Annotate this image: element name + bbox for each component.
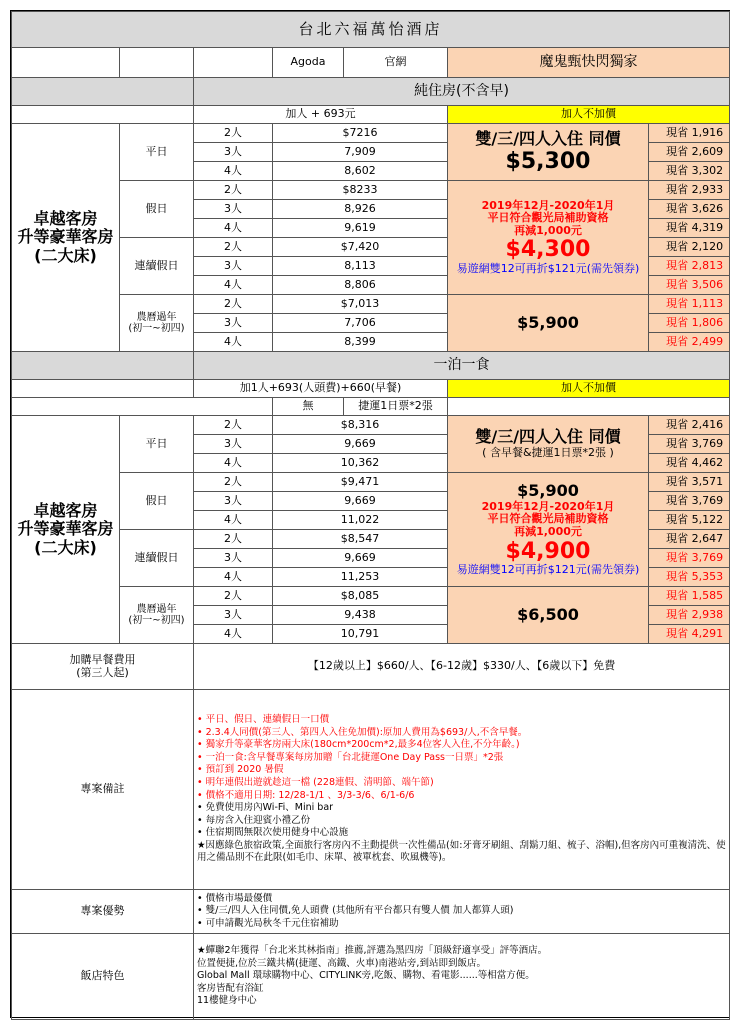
- people-count: 2人: [194, 530, 273, 549]
- saving-cell: 現省 5,122: [649, 511, 730, 530]
- period-name: 假日: [120, 473, 194, 530]
- people-count: 3人: [194, 549, 273, 568]
- note-line: • 免費使用房內Wi-Fi、Mini bar: [197, 802, 334, 814]
- column-header-row: [12, 48, 730, 78]
- price-cell: 8,113: [273, 257, 448, 276]
- notes-row: [12, 690, 730, 890]
- breakfast-text: 【12歲以上】$660/人、【6-12歲】$330/人、【6歲以下】免費: [194, 644, 730, 690]
- coupon-note: 易遊網雙12可再折$121元(需先領券): [456, 261, 640, 275]
- subsidy-line: 平日符合觀光局補助資格: [487, 512, 609, 526]
- price-cell: $8,085: [273, 587, 448, 606]
- saving-cell: 現省 3,769: [649, 549, 730, 568]
- saving-cell: 現省 1,585: [649, 587, 730, 606]
- people-count: 4人: [194, 511, 273, 530]
- price-cell: $8,316: [273, 416, 448, 435]
- feature-line: Global Mall 環球購物中心、CITYLINK旁,吃飯、購物、看電影......等相當方便。: [197, 970, 535, 982]
- subsidy-line: 再減1,000元: [514, 223, 582, 237]
- deal-subsidy: [448, 181, 649, 295]
- deal-price-subsidy: $4,900: [505, 538, 591, 564]
- deal-new-year: [448, 587, 649, 644]
- saving-cell: 現省 2,813: [649, 257, 730, 276]
- saving-cell: 現省 2,609: [649, 143, 730, 162]
- deal-new-year: [448, 295, 649, 352]
- breakfast-label-line: (第三人起): [76, 665, 129, 679]
- section1-title: 純住房(不含早): [194, 78, 730, 106]
- period-name-line: 農曆過年: [136, 311, 177, 323]
- people-count: 2人: [194, 124, 273, 143]
- notes-label: 專案備註: [12, 690, 194, 890]
- blank-cell: [120, 48, 194, 78]
- subsidy-line: 2019年12月-2020年1月: [481, 499, 615, 513]
- period-name: 平日: [120, 416, 194, 473]
- saving-cell: 現省 3,769: [649, 492, 730, 511]
- people-count: 3人: [194, 143, 273, 162]
- section1-extra-note: 加人 + 693元: [194, 106, 448, 124]
- table-row: [12, 587, 730, 606]
- section2-no-extra: 加人不加價: [448, 380, 730, 398]
- people-count: 2人: [194, 587, 273, 606]
- price-cell: 9,438: [273, 606, 448, 625]
- deal-weekday: [448, 124, 649, 181]
- people-count: 3人: [194, 314, 273, 333]
- official-ticket: 捷運1日票*2張: [344, 398, 448, 416]
- notes-list: [194, 690, 730, 890]
- saving-cell: 現省 2,933: [649, 181, 730, 200]
- blank-cell: [12, 106, 194, 124]
- breakfast-label-line: 加購早餐費用: [69, 652, 136, 666]
- section-title-row: [12, 352, 730, 380]
- coupon-note: 易遊網雙12可再折$121元(需先領券): [456, 562, 640, 576]
- saving-cell: 現省 3,506: [649, 276, 730, 295]
- blank-cell: [194, 48, 273, 78]
- note-line: • 2.3.4人同價(第三人、第四人入住免加價):原加人費用為$693/人,不含早餐。: [197, 726, 528, 738]
- people-count: 3人: [194, 257, 273, 276]
- room-name: [12, 416, 120, 644]
- price-cell: 10,791: [273, 625, 448, 644]
- people-count: 4人: [194, 625, 273, 644]
- table-row: [12, 416, 730, 435]
- saving-cell: 現省 4,462: [649, 454, 730, 473]
- feature-line: ★蟬聯2年獲得「台北米其林指南」推薦,評選為黑四房「頂級舒適享受」評等酒店。: [197, 945, 548, 957]
- people-count: 4人: [194, 162, 273, 181]
- period-name: 連續假日: [120, 238, 194, 295]
- deal-weekday: [448, 416, 649, 473]
- saving-cell: 現省 3,302: [649, 162, 730, 181]
- deal-price-subsidy: $4,300: [505, 237, 591, 263]
- blank-cell: [12, 78, 194, 106]
- people-count: 4人: [194, 276, 273, 295]
- period-name: 連續假日: [120, 530, 194, 587]
- price-cell: $7,420: [273, 238, 448, 257]
- period-name: [120, 295, 194, 352]
- saving-cell: 現省 4,319: [649, 219, 730, 238]
- room-name-line: 升等豪華客房: [17, 519, 114, 539]
- price-cell: 11,253: [273, 568, 448, 587]
- saving-cell: 現省 3,769: [649, 435, 730, 454]
- section-title-row: [12, 78, 730, 106]
- period-name-line: 農曆過年: [136, 603, 177, 615]
- advantage-line: • 價格市場最優價: [197, 892, 273, 904]
- people-count: 4人: [194, 333, 273, 352]
- blank-cell: [12, 352, 194, 380]
- advantage-line: • 雙/三/四人入住同價,免人頭費 (其他所有平台都只有雙人價 加人都算人頭): [197, 905, 514, 917]
- people-count: 2人: [194, 181, 273, 200]
- deal-line: 雙/三/四人入住 同價: [475, 427, 621, 447]
- features-row: [12, 934, 730, 1020]
- section2-extra-note: 加1人+693(人頭費)+660(早餐): [194, 380, 448, 398]
- price-cell: 9,669: [273, 435, 448, 454]
- note-line: • 平日、假日、連續假日一口價: [197, 714, 330, 726]
- saving-cell: 現省 2,499: [649, 333, 730, 352]
- price-cell: $9,471: [273, 473, 448, 492]
- subsidy-line: 平日符合觀光局補助資格: [487, 211, 609, 225]
- price-sheet: [10, 10, 730, 1018]
- note-line: • 獨家升等豪華客房兩大床(180cm*200cm*2,最多4位客人入住,不分年齡。): [197, 739, 520, 751]
- page-title: 台北六福萬怡酒店: [12, 12, 730, 48]
- price-cell: 7,909: [273, 143, 448, 162]
- period-name-line: (初一~初四): [128, 323, 185, 334]
- people-count: 3人: [194, 492, 273, 511]
- people-count: 3人: [194, 435, 273, 454]
- advantage-line: • 可申請觀光局秋冬千元住宿補助: [197, 917, 339, 929]
- extra-person-row: [12, 380, 730, 398]
- price-cell: $7216: [273, 124, 448, 143]
- saving-cell: 現省 1,806: [649, 314, 730, 333]
- deal-line: ( 含早餐&捷運1日票*2張 ): [482, 445, 614, 459]
- note-line: • 一泊一食:含早餐專案每房加贈「台北捷運One Day Pass一日票」*2張: [197, 751, 504, 763]
- deal-line: 雙/三/四人入住 同價: [475, 129, 621, 149]
- saving-cell: 現省 4,291: [649, 625, 730, 644]
- advantages-row: [12, 890, 730, 934]
- saving-cell: 現省 1,113: [649, 295, 730, 314]
- price-cell: 7,706: [273, 314, 448, 333]
- deal-price: $5,900: [517, 312, 579, 332]
- price-table: [11, 11, 730, 1020]
- section1-no-extra: 加人不加價: [448, 106, 730, 124]
- deal-price: $5,900: [517, 481, 579, 501]
- agoda-none: 無: [273, 398, 344, 416]
- price-cell: 11,022: [273, 511, 448, 530]
- price-cell: $8,547: [273, 530, 448, 549]
- price-cell: 9,669: [273, 492, 448, 511]
- price-cell: 9,669: [273, 549, 448, 568]
- breakfast-row: [12, 644, 730, 690]
- people-count: 3人: [194, 200, 273, 219]
- people-count: 2人: [194, 473, 273, 492]
- table-row: [12, 295, 730, 314]
- title-row: [12, 12, 730, 48]
- saving-cell: 現省 3,626: [649, 200, 730, 219]
- section2-title: 一泊一食: [194, 352, 730, 380]
- table-row: [12, 181, 730, 200]
- people-count: 2人: [194, 416, 273, 435]
- header-official: 官網: [344, 48, 448, 78]
- price-cell: $8233: [273, 181, 448, 200]
- note-line: • 明年連假出遊就趁這一檔 (228連假、清明節、端午節): [197, 776, 434, 788]
- saving-cell: 現省 2,938: [649, 606, 730, 625]
- saving-cell: 現省 2,120: [649, 238, 730, 257]
- people-count: 2人: [194, 238, 273, 257]
- feature-line: 位置便捷,位於三鐵共構(捷運、高鐵、火車)南港站旁,到站即到飯店。: [197, 957, 486, 969]
- advantages-label: 專案優勢: [12, 890, 194, 934]
- price-cell: 8,602: [273, 162, 448, 181]
- deal-price: $5,300: [505, 148, 591, 174]
- note-line: • 每房含入住迎賓小禮乙份: [197, 814, 311, 826]
- room-name: [12, 124, 120, 352]
- deal-subsidy: [448, 473, 649, 587]
- period-name: 平日: [120, 124, 194, 181]
- subsidy-line: 再減1,000元: [514, 525, 582, 539]
- period-name-line: (初一~初四): [128, 615, 185, 626]
- note-line: • 住宿期間無限次使用健身中心設施: [197, 827, 349, 839]
- price-cell: $7,013: [273, 295, 448, 314]
- blank-cell: [12, 48, 120, 78]
- saving-cell: 現省 3,571: [649, 473, 730, 492]
- extra-person-row: [12, 106, 730, 124]
- room-name-line: (二大床): [34, 537, 97, 557]
- ticket-row: [12, 398, 730, 416]
- blank-cell: [12, 398, 273, 416]
- header-exclusive: 魔鬼甄快閃獨家: [448, 48, 730, 78]
- price-cell: 8,399: [273, 333, 448, 352]
- saving-cell: 現省 1,916: [649, 124, 730, 143]
- room-name-line: 升等豪華客房: [17, 227, 114, 247]
- deal-price: $6,500: [517, 604, 579, 624]
- people-count: 4人: [194, 219, 273, 238]
- feature-line: 客房皆配有浴缸: [197, 982, 264, 994]
- price-cell: 8,806: [273, 276, 448, 295]
- note-line: • 預訂到 2020 暑假: [197, 764, 284, 776]
- people-count: 3人: [194, 606, 273, 625]
- features-label: 飯店特色: [12, 934, 194, 1020]
- breakfast-label: [12, 644, 194, 690]
- people-count: 2人: [194, 295, 273, 314]
- period-name: 假日: [120, 181, 194, 238]
- price-cell: 8,926: [273, 200, 448, 219]
- table-row: [12, 124, 730, 143]
- header-agoda: Agoda: [273, 48, 344, 78]
- note-line: • 價格不適用日期: 12/28-1/1 、3/3-3/6、6/1-6/6: [197, 789, 415, 801]
- price-cell: 10,362: [273, 454, 448, 473]
- advantages-list: [194, 890, 730, 934]
- people-count: 4人: [194, 454, 273, 473]
- saving-cell: 現省 5,353: [649, 568, 730, 587]
- feature-line: 11樓健身中心: [197, 995, 257, 1007]
- note-line: ★因應綠色旅宿政策,全面旅行客房內不主動提供一次性備品(如:牙膏牙刷組、刮鬍刀組、梳子、浴帽),但客房內可重複清洗、使用之備品則不在此限(如毛巾、床單、被單枕套、吹風機等)。: [197, 839, 726, 864]
- room-name-line: 卓越客房: [33, 208, 98, 228]
- period-name: [120, 587, 194, 644]
- blank-cell: [448, 398, 730, 416]
- subsidy-line: 2019年12月-2020年1月: [481, 198, 615, 212]
- saving-cell: 現省 2,416: [649, 416, 730, 435]
- features-list: [194, 934, 730, 1020]
- saving-cell: 現省 2,647: [649, 530, 730, 549]
- people-count: 4人: [194, 568, 273, 587]
- table-row: [12, 473, 730, 492]
- price-cell: 9,619: [273, 219, 448, 238]
- blank-cell: [12, 380, 194, 398]
- room-name-line: 卓越客房: [33, 500, 98, 520]
- room-name-line: (二大床): [34, 245, 97, 265]
